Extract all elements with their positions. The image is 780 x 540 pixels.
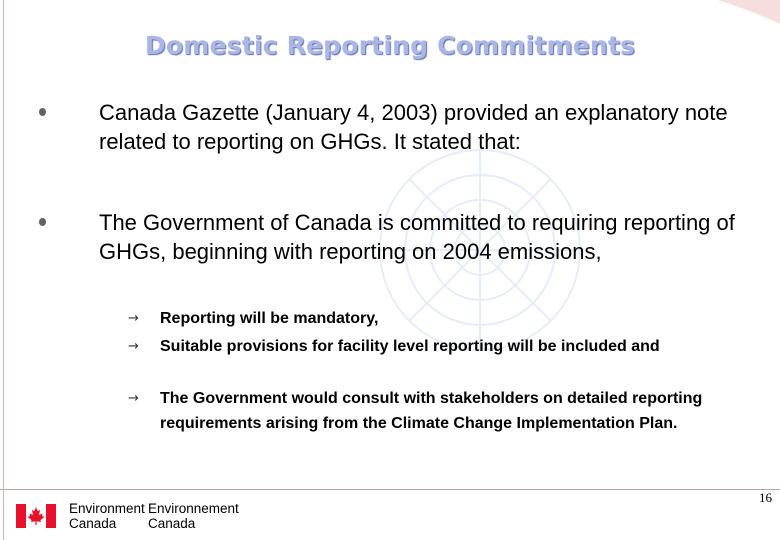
left-border-line xyxy=(3,0,4,540)
department-name-english xyxy=(69,501,145,531)
dept-en-line2: Canada xyxy=(69,516,117,531)
sub-bullet-text: Reporting will be mandatory, xyxy=(160,310,379,327)
dept-fr-line1: Environnement xyxy=(148,501,239,516)
dept-en-line1: Environment xyxy=(69,501,145,516)
canada-flag-icon xyxy=(16,504,56,528)
arrow-right-icon: → xyxy=(128,311,139,326)
arrow-right-icon: → xyxy=(128,339,139,354)
slide-title: Domestic Reporting Commitments xyxy=(144,31,636,60)
bullet-text: Canada Gazette (January 4, 2003) provided an explanatory note related to reporting on GHGs. It stated that: xyxy=(99,100,728,154)
bullet-text: The Government of Canada is committed to requiring reporting of GHGs, beginning with reporting on 2004 emissions, xyxy=(99,210,735,264)
dept-fr-line2: Canada xyxy=(148,516,196,531)
arrow-right-icon: → xyxy=(128,391,139,406)
department-name-french xyxy=(148,501,239,531)
bullet-icon xyxy=(39,218,46,226)
corner-decoration xyxy=(710,0,780,28)
sub-bullet-text: The Government would consult with stakeholders on detailed reporting requirements arising from the Climate Change Implementation Plan. xyxy=(160,390,703,432)
page-number: 16 xyxy=(759,490,772,505)
sub-bullet-text: Suitable provisions for facility level reporting will be included and xyxy=(160,338,660,355)
footer-divider xyxy=(0,489,780,490)
bullet-icon xyxy=(39,108,46,116)
